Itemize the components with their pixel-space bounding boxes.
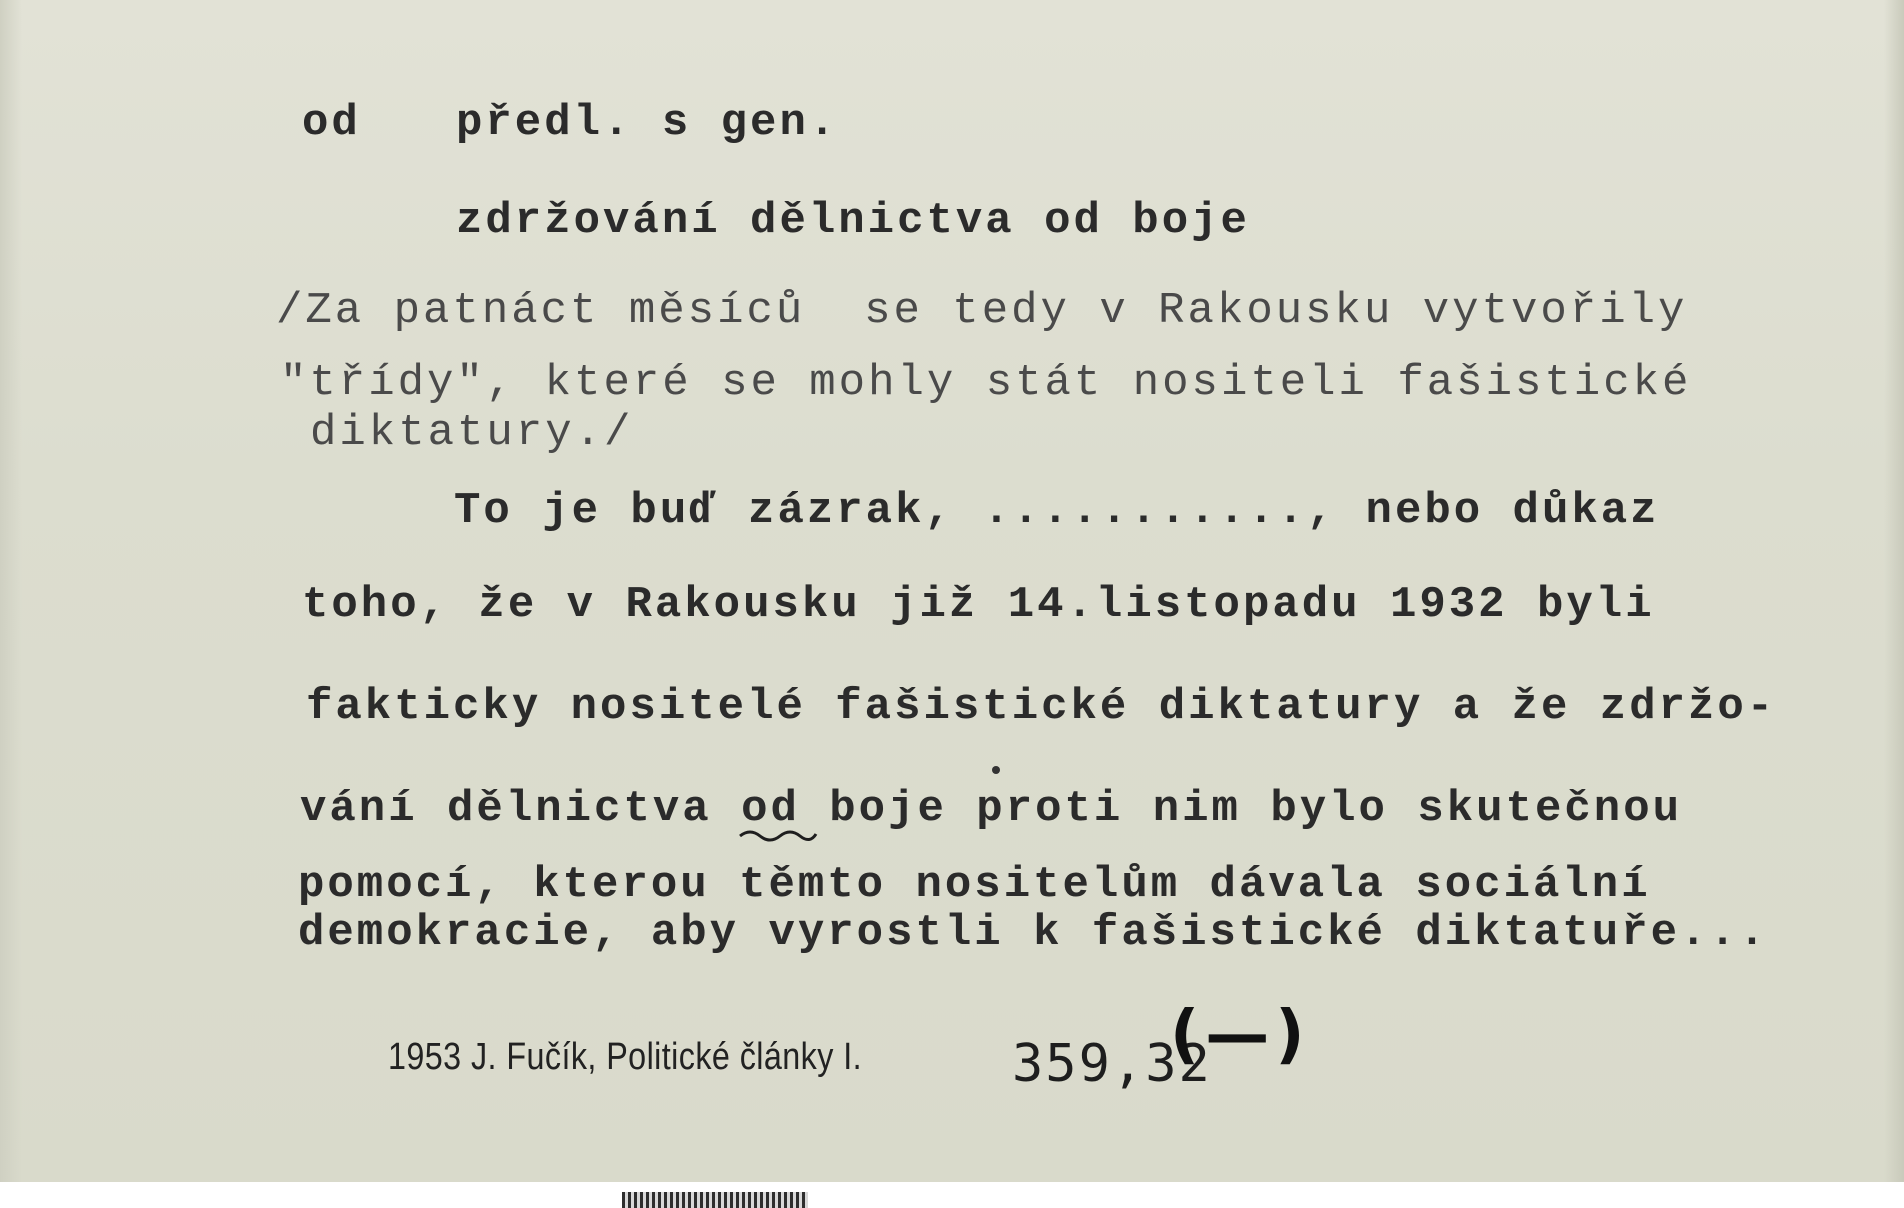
body-line: vání dělnictva od boje proti nim bylo skutečnou xyxy=(300,784,1683,834)
quote-line: diktatury./ xyxy=(310,408,634,458)
quote-line: "třídy", které se mohly stát nositeli fašistické xyxy=(280,358,1692,408)
handwritten-annotation: (—) xyxy=(1170,998,1311,1072)
headword: od xyxy=(302,98,361,148)
source-stamp: 1953 J. Fučík, Politické články I. xyxy=(388,1036,863,1078)
scan-edge-strip xyxy=(622,1192,808,1208)
phrase: zdržování dělnictva od boje xyxy=(456,196,1250,246)
body-line: demokracie, aby vyrostli k fašistické diktatuře... xyxy=(298,908,1769,958)
wavy-underline-mark xyxy=(738,826,818,842)
body-line: pomocí, kterou těmto nositelům dávala sociální xyxy=(298,860,1651,910)
body-line: toho, že v Rakousku již 14.listopadu 1932 byli xyxy=(302,580,1655,630)
body-line: fakticky nositelé fašistické diktatury a že zdržo- xyxy=(306,682,1777,732)
ink-dot xyxy=(992,766,1000,774)
grammar-note: předl. s gen. xyxy=(456,98,839,148)
quote-line: /Za patnáct měsíců se tedy v Rakousku vytvořily xyxy=(276,286,1688,336)
body-line: To je buď zázrak, ..........., nebo důkaz xyxy=(454,486,1660,536)
page-reference: 359,32 xyxy=(1012,1034,1212,1094)
